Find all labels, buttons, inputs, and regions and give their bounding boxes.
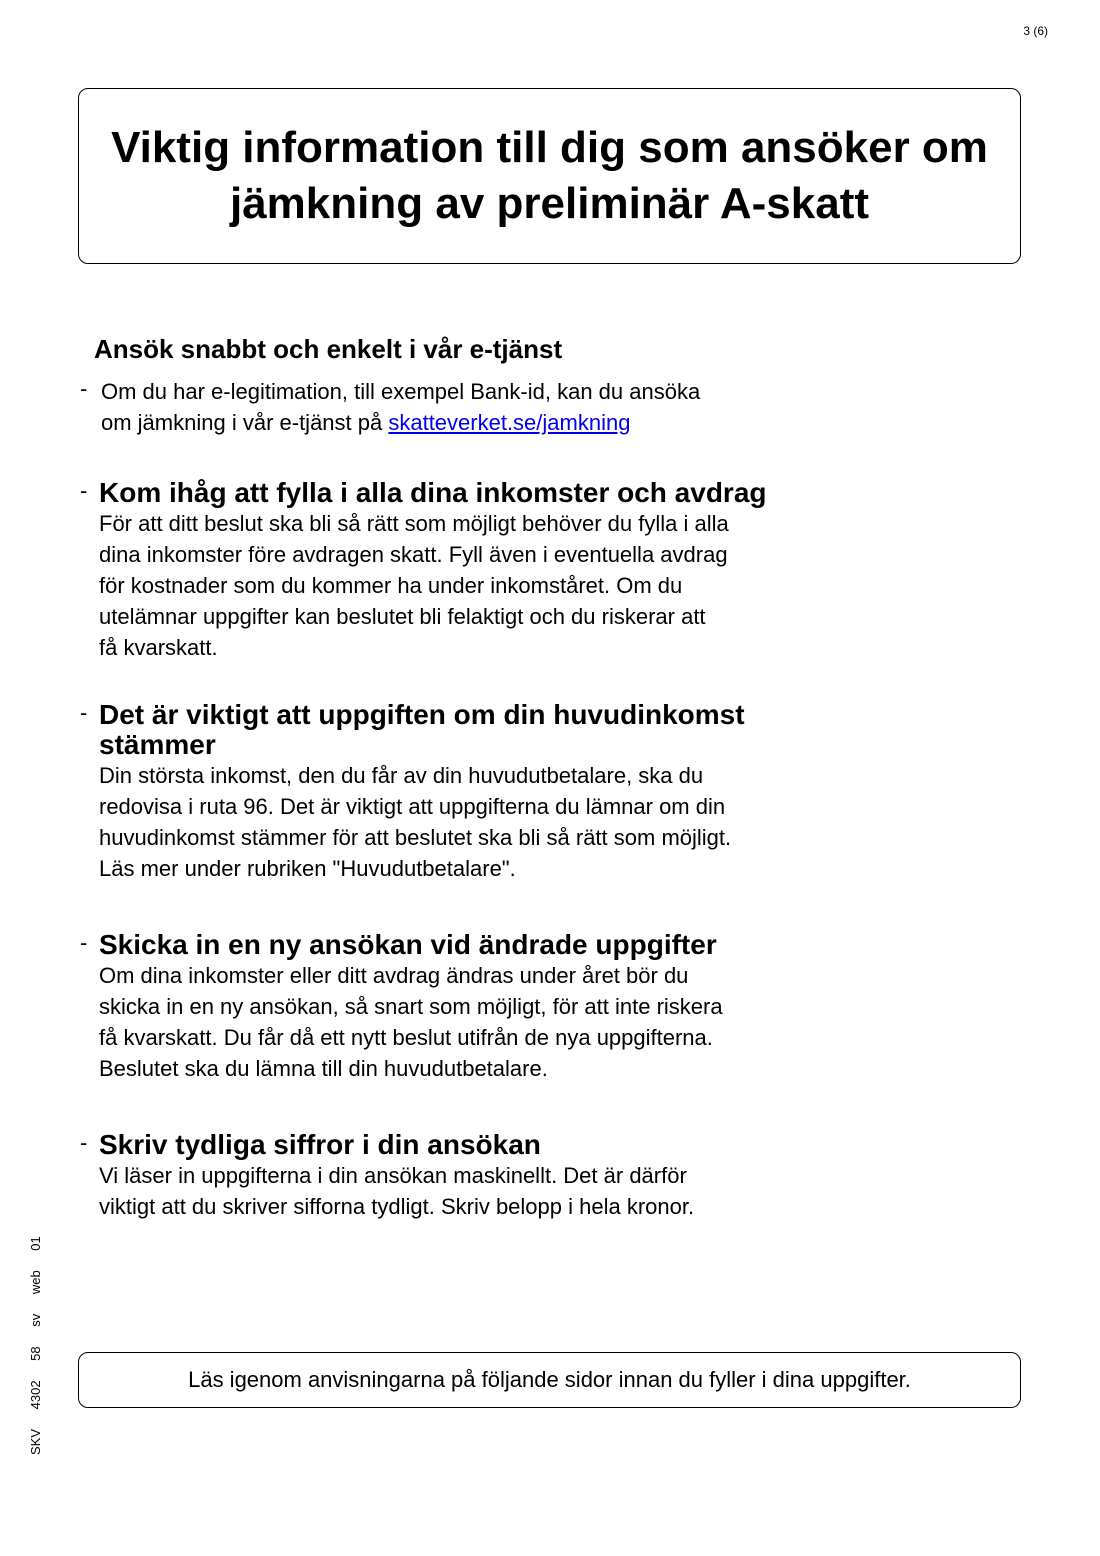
item-title: Kom ihåg att fylla i alla dina inkomster och avdrag xyxy=(99,477,767,508)
title-box xyxy=(78,88,1021,264)
item-title: Skicka in en ny ansökan vid ändrade uppgifter xyxy=(99,929,717,960)
bullet-dash: - xyxy=(80,1130,88,1155)
bullet-dash: - xyxy=(80,478,88,503)
bullet-dash: - xyxy=(80,376,88,401)
list-item-siffror xyxy=(80,1130,859,1222)
item-body: Om dina inkomster eller ditt avdrag ändras under året bör du skicka in en ny ansökan, så snart som möjligt, för att inte riskera få kvarskatt. Du får då ett nytt beslut utifrån de nya uppgifterna. Beslutet ska du lämna till din huvudutbetalare. xyxy=(99,963,723,1081)
section-heading: Ansök snabbt och enkelt i vår e-tjänst xyxy=(94,334,563,364)
bullet-dash: - xyxy=(80,700,88,725)
bullet-dash: - xyxy=(80,930,88,955)
bottom-note: Läs igenom anvisningarna på följande sidor innan du fyller i dina uppgifter. xyxy=(188,1367,911,1392)
item-body: Vi läser in uppgifterna i din ansökan maskinellt. Det är därför viktigt att du skriver sifforna tydligt. Skriv belopp i hela kronor. xyxy=(99,1163,695,1219)
list-item-huvudinkomst xyxy=(80,700,859,884)
form-code: SKV 4302 58 sv web 01 xyxy=(28,1236,43,1455)
item-body-text: Om du har e-legitimation, till exempel Bank-id, kan du ansöka om jämkning i vår e-tjänst på xyxy=(101,379,701,435)
list-item-etjanst xyxy=(80,376,861,438)
list-item-inkomster xyxy=(80,478,859,663)
item-body: För att ditt beslut ska bli så rätt som möjligt behöver du fylla i alla dina inkomster före avdragen skatt. Fyll även i eventuella avdrag för kostnader som du kommer ha under inkomståret. Om du utelämnar uppgifter kan beslutet bli felaktigt och du riskerar att få kvarskatt. xyxy=(99,511,729,660)
item-body: Din största inkomst, den du får av din huvudutbetalare, ska du redovisa i ruta 96. Det är viktigt att uppgifterna du lämnar om din huvudinkomst stämmer för att beslutet ska bli så rätt som möjligt. Läs mer under rubriken "Huvudutbetalare". xyxy=(99,763,732,881)
item-title: Skriv tydliga siffror i din ansökan xyxy=(99,1129,541,1160)
list-item-ny-ansokan xyxy=(80,930,859,1084)
page-title: Viktig information till dig som ansöker om jämkning av preliminär A-skatt xyxy=(111,123,988,228)
item-body xyxy=(101,376,861,438)
page-number: 3 (6) xyxy=(1023,24,1048,38)
jamkning-link[interactable]: skatteverket.se/jamkning xyxy=(388,410,631,435)
item-title: Det är viktigt att uppgiften om din huvudinkomst stämmer xyxy=(99,699,745,760)
bottom-note-box xyxy=(78,1352,1021,1408)
